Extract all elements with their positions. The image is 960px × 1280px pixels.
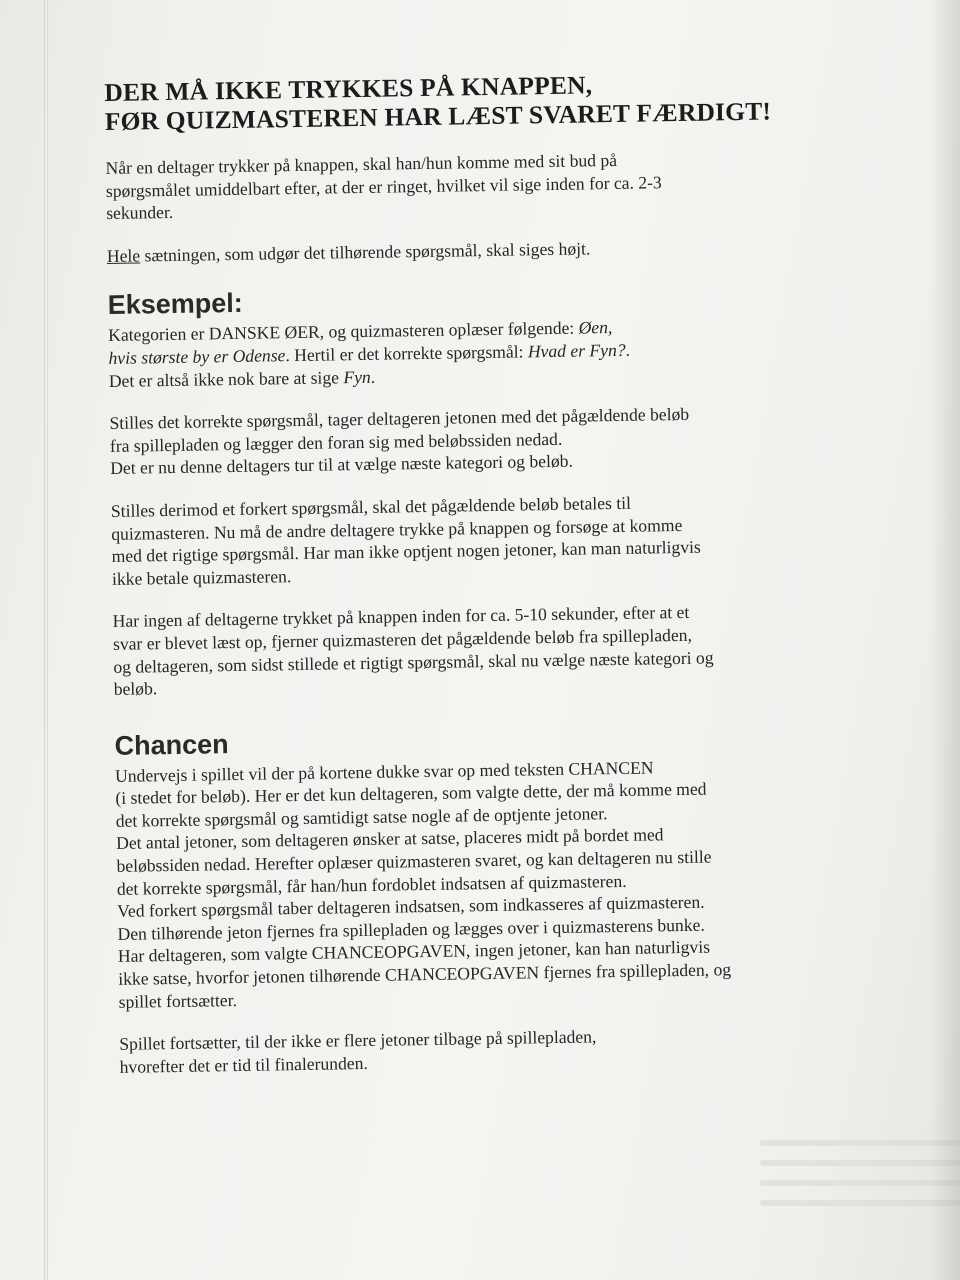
paragraph-line: Spillet fortsætter, til der ikke er flere jetoner tilbage på spillepladen, — [119, 1026, 597, 1055]
paragraph-line: Det antal jetoner, som deltageren ønsker at satse, placeres midt på bordet med — [115, 824, 664, 854]
headline-line-2: FØR QUIZMASTEREN HAR LÆST SVARET FÆRDIGT! — [104, 96, 772, 136]
intro-line: spørgsmålet umiddelbart efter, at der er ringet, hvilket vil sige inden for ca. 2-3 — [105, 171, 662, 201]
example-italic: Hvad er Fyn? — [527, 339, 626, 362]
paragraph-line: ikke satse, hvorfor jetonen tilhørende CHANCEOPGAVEN fjernes fra spillepladen, og — [118, 959, 732, 989]
warning-headline — [104, 65, 905, 136]
bleed-through-mark — [760, 1200, 960, 1206]
example-paragraph — [108, 312, 909, 392]
section-title-eksempel: Eksempel: — [107, 288, 243, 321]
paragraph-line: Den tilhørende jeton fjernes fra spillepladen og lægges over i quizmasterens bunke. — [117, 914, 705, 944]
paragraph-line: hvorefter det er tid til finalerunden. — [119, 1052, 368, 1077]
example-italic: Fyn — [343, 366, 371, 387]
paragraph-line: det korrekte spørgsmål, får han/hun fordoblet indsatsen af quizmasteren. — [116, 870, 627, 899]
paragraph-line: beløbssiden nedad. Herefter oplæser quizmasteren svaret, og kan deltageren nu stille — [116, 846, 712, 876]
page-fold-line — [44, 0, 48, 1280]
example-italic: Øen, — [578, 317, 613, 338]
paragraph-line: med det rigtige spørgsmål. Har man ikke optjent nogen jetoner, kan man naturligvis — [111, 536, 701, 567]
underlined-word: Hele — [106, 245, 141, 266]
example-text: Det er altså ikke nok bare at sige — [108, 366, 344, 391]
example-text: . — [625, 339, 631, 360]
section-title-chancen: Chancen — [114, 728, 229, 761]
page-edge-shadow — [930, 0, 960, 1280]
intro-paragraph — [105, 144, 906, 224]
example-italic: hvis største by er Odense — [108, 345, 286, 368]
paragraph-line: Stilles det korrekte spørgsmål, tager deltageren jetonen med det pågældende beløb — [109, 404, 690, 434]
paragraph-line: Det er nu denne deltagers tur til at vælge næste kategori og beløb. — [110, 451, 574, 479]
bleed-through-mark — [760, 1140, 960, 1146]
paragraph-line: ikke betale quizmasteren. — [111, 565, 292, 589]
paragraph-line: Ved forkert spørgsmål taber deltageren indsatsen, som indkasseres af quizmasteren. — [117, 891, 705, 922]
paragraph-line: quizmasteren. Nu må de andre deltagere trykke på knappen og forsøge at komme — [111, 514, 683, 544]
intro-line: Når en deltager trykker på knappen, skal han/hun komme med sit bud på — [105, 149, 618, 178]
whole-sentence-paragraph — [107, 232, 907, 267]
intro-line: sekunder. — [106, 202, 174, 224]
wrong-question-paragraph — [111, 487, 912, 590]
paragraph-line: (i stedet for beløb). Her er det kun deltageren, som valgte dette, der må komme med — [115, 778, 707, 809]
paragraph-line: Undervejs i spillet vil der på kortene dukke svar op med teksten CHANCEN — [114, 757, 654, 786]
paragraph-line: det korrekte spørgsmål og samtidigt satse nogle af de optjente jetoner. — [115, 803, 608, 831]
paragraph-line: svar er blevet læst op, fjerner quizmasteren det pågældende beløb fra spillepladen, — [112, 624, 693, 654]
paragraph-line: fra spillepladen og lægger den foran sig med beløbssiden nedad. — [109, 428, 563, 456]
document-content — [104, 57, 920, 1078]
paragraph-line: spillet fortsætter. — [118, 989, 238, 1012]
whole-sentence-text: sætningen, som udgør det tilhørende spørgsmål, skal siges højt. — [139, 238, 591, 266]
bleed-through-mark — [760, 1180, 960, 1186]
paragraph-line: Stilles derimod et forkert spørgsmål, skal det pågældende beløb betales til — [110, 492, 632, 521]
example-text: . — [370, 366, 376, 387]
no-answer-paragraph — [112, 598, 913, 701]
paragraph-line: Har deltageren, som valgte CHANCEOPGAVEN, ingen jetoner, kan han naturligvis — [117, 937, 711, 967]
chancen-paragraph — [115, 752, 919, 1013]
headline-line-1: DER MÅ IKKE TRYKKES PÅ KNAPPEN, — [104, 70, 593, 107]
paragraph-line: og deltageren, som sidst stillede et rigtigt spørgsmål, skal nu vælge næste kategori og — [113, 646, 714, 677]
example-text: Kategorien er DANSKE ØER, og quizmasteren oplæser følgende: — [108, 317, 579, 346]
bleed-through-mark — [760, 1160, 960, 1166]
example-text: . Hertil er det korrekte spørgsmål: — [285, 341, 529, 366]
paragraph-line: Har ingen af deltagerne trykket på knappen inden for ca. 5-10 sekunder, efter at et — [112, 602, 690, 632]
correct-question-paragraph — [109, 400, 910, 480]
paragraph-line: beløb. — [113, 678, 158, 700]
